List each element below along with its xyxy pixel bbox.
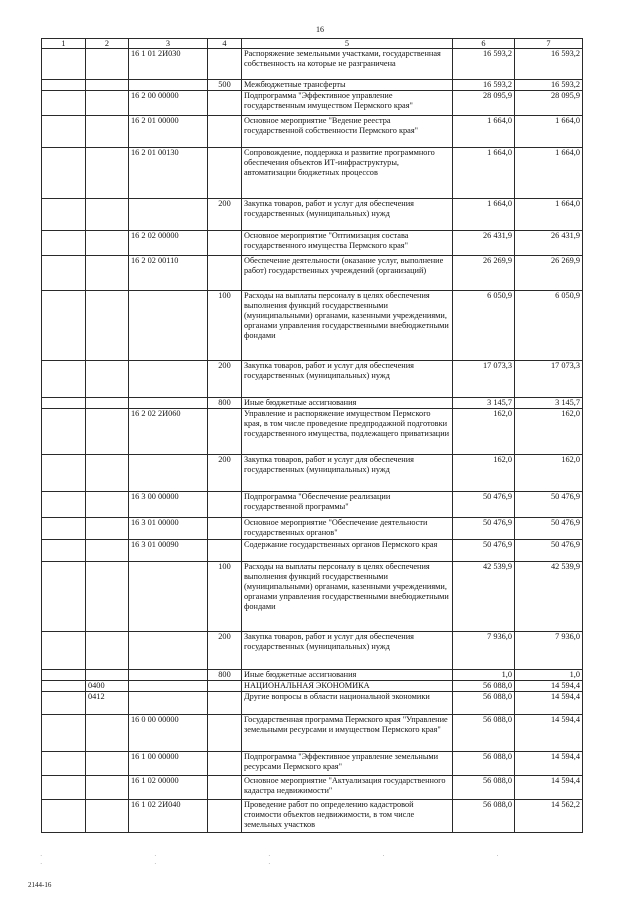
description-cell: Государственная программа Пермского края "Управление земельными ресурсами и имуществом Пермского края" xyxy=(242,715,453,752)
amount-2018-cell: 26 269,9 xyxy=(515,256,583,291)
section-cell xyxy=(42,91,86,116)
table-header xyxy=(42,39,583,49)
amount-2018-cell: 14 594,4 xyxy=(515,681,583,692)
description-cell: Подпрограмма "Эффективное управление земельными ресурсами Пермского края" xyxy=(242,752,453,776)
description-cell: Подпрограмма "Эффективное управление государственным имуществом Пермского края" xyxy=(242,91,453,116)
expense-type-cell xyxy=(208,256,242,291)
description-cell: Обеспечение деятельности (оказание услуг, выполнение работ) государственных учреждений (организаций) xyxy=(242,256,453,291)
section-cell xyxy=(42,518,86,540)
expense-type-cell: 200 xyxy=(208,361,242,398)
amount-2018-cell: 16 593,2 xyxy=(515,80,583,91)
amount-2017-cell: 1 664,0 xyxy=(453,116,515,148)
expense-type-cell xyxy=(208,409,242,455)
amount-2017-cell: 28 095,9 xyxy=(453,91,515,116)
description-cell: Межбюджетные трансферты xyxy=(242,80,453,91)
table-row xyxy=(42,91,583,116)
expense-type-cell xyxy=(208,518,242,540)
section-cell xyxy=(42,199,86,231)
column-number: 2 xyxy=(86,39,129,49)
amount-2017-cell: 56 088,0 xyxy=(453,692,515,715)
amount-2018-cell: 3 145,7 xyxy=(515,398,583,409)
subsection-cell xyxy=(86,116,129,148)
amount-2017-cell: 1,0 xyxy=(453,670,515,681)
amount-2018-cell: 14 562,2 xyxy=(515,800,583,833)
expense-type-cell: 100 xyxy=(208,291,242,361)
expense-type-cell xyxy=(208,681,242,692)
target-article-cell: 16 2 01 00130 xyxy=(129,148,208,199)
table-row xyxy=(42,776,583,800)
description-cell: Расходы на выплаты персоналу в целях обеспечения выполнения функций государственными (муниципальными) органами, казенными учреждениями, органами управления государственными внебюджетными фондами xyxy=(242,562,453,632)
subsection-cell xyxy=(86,91,129,116)
target-article-cell xyxy=(129,199,208,231)
section-cell xyxy=(42,361,86,398)
table-row xyxy=(42,291,583,361)
amount-2018-cell: 1 664,0 xyxy=(515,148,583,199)
subsection-cell xyxy=(86,715,129,752)
description-cell: Закупка товаров, работ и услуг для обеспечения государственных (муниципальных) нужд xyxy=(242,361,453,398)
table-row xyxy=(42,398,583,409)
table-row xyxy=(42,540,583,562)
amount-2018-cell: 14 594,4 xyxy=(515,776,583,800)
amount-2018-cell: 42 539,9 xyxy=(515,562,583,632)
amount-2018-cell: 6 050,9 xyxy=(515,291,583,361)
amount-2017-cell: 7 936,0 xyxy=(453,632,515,670)
section-cell xyxy=(42,398,86,409)
section-cell xyxy=(42,116,86,148)
table-row xyxy=(42,562,583,632)
section-cell xyxy=(42,231,86,256)
subsection-cell xyxy=(86,518,129,540)
amount-2017-cell: 50 476,9 xyxy=(453,492,515,518)
subsection-cell xyxy=(86,800,129,833)
subsection-cell xyxy=(86,199,129,231)
target-article-cell: 16 2 02 00000 xyxy=(129,231,208,256)
subsection-cell xyxy=(86,361,129,398)
description-cell: Основное мероприятие "Актуализация государственного кадастра недвижимости" xyxy=(242,776,453,800)
amount-2017-cell: 162,0 xyxy=(453,409,515,455)
expense-type-cell xyxy=(208,776,242,800)
expense-type-cell xyxy=(208,49,242,80)
amount-2018-cell: 14 594,4 xyxy=(515,752,583,776)
target-article-cell xyxy=(129,291,208,361)
section-cell xyxy=(42,800,86,833)
description-cell: НАЦИОНАЛЬНАЯ ЭКОНОМИКА xyxy=(242,681,453,692)
target-article-cell xyxy=(129,455,208,492)
description-cell: Другие вопросы в области национальной экономики xyxy=(242,692,453,715)
description-cell: Иные бюджетные ассигнования xyxy=(242,670,453,681)
amount-2017-cell: 50 476,9 xyxy=(453,518,515,540)
amount-2017-cell: 50 476,9 xyxy=(453,540,515,562)
section-cell xyxy=(42,492,86,518)
amount-2017-cell: 1 664,0 xyxy=(453,199,515,231)
table-row xyxy=(42,455,583,492)
amount-2017-cell: 17 073,3 xyxy=(453,361,515,398)
table-row xyxy=(42,715,583,752)
expense-type-cell xyxy=(208,148,242,199)
table-row xyxy=(42,361,583,398)
description-cell: Управление и распоряжение имуществом Пермского края, в том числе проведение предпродажной подготовки государственного имущества, подлежащего приватизации xyxy=(242,409,453,455)
expense-type-cell: 200 xyxy=(208,199,242,231)
scan-specks: · · · · · · · · xyxy=(40,852,554,868)
subsection-cell xyxy=(86,492,129,518)
amount-2017-cell: 26 269,9 xyxy=(453,256,515,291)
expense-type-cell xyxy=(208,116,242,148)
amount-2018-cell: 1 664,0 xyxy=(515,199,583,231)
table-row xyxy=(42,670,583,681)
amount-2017-cell: 6 050,9 xyxy=(453,291,515,361)
expense-type-cell xyxy=(208,540,242,562)
target-article-cell: 16 2 00 00000 xyxy=(129,91,208,116)
amount-2018-cell: 17 073,3 xyxy=(515,361,583,398)
section-cell xyxy=(42,692,86,715)
target-article-cell: 16 2 02 2И060 xyxy=(129,409,208,455)
section-cell xyxy=(42,562,86,632)
expense-type-cell xyxy=(208,91,242,116)
amount-2018-cell: 26 431,9 xyxy=(515,231,583,256)
subsection-cell: 0400 xyxy=(86,681,129,692)
budget-table xyxy=(41,38,583,833)
subsection-cell xyxy=(86,49,129,80)
amount-2018-cell: 1 664,0 xyxy=(515,116,583,148)
description-cell: Подпрограмма "Обеспечение реализации государственной программы" xyxy=(242,492,453,518)
expense-type-cell: 200 xyxy=(208,632,242,670)
table-row xyxy=(42,49,583,80)
amount-2018-cell: 162,0 xyxy=(515,455,583,492)
target-article-cell: 16 1 02 00000 xyxy=(129,776,208,800)
section-cell xyxy=(42,256,86,291)
column-number: 4 xyxy=(208,39,242,49)
subsection-cell xyxy=(86,256,129,291)
amount-2018-cell: 50 476,9 xyxy=(515,540,583,562)
column-number: 1 xyxy=(42,39,86,49)
column-number-row xyxy=(42,39,583,49)
target-article-cell: 16 1 00 00000 xyxy=(129,752,208,776)
target-article-cell xyxy=(129,398,208,409)
target-article-cell xyxy=(129,632,208,670)
amount-2018-cell: 50 476,9 xyxy=(515,492,583,518)
amount-2017-cell: 16 593,2 xyxy=(453,80,515,91)
description-cell: Расходы на выплаты персоналу в целях обеспечения выполнения функций государственными (муниципальными) органами, казенными учреждениями, органами управления государственными внебюджетными фондами xyxy=(242,291,453,361)
amount-2018-cell: 50 476,9 xyxy=(515,518,583,540)
table-row xyxy=(42,80,583,91)
amount-2017-cell: 56 088,0 xyxy=(453,776,515,800)
subsection-cell xyxy=(86,562,129,632)
column-number: 7 xyxy=(515,39,583,49)
subsection-cell xyxy=(86,632,129,670)
description-cell: Проведение работ по определению кадастровой стоимости объектов недвижимости, в том числе земельных участков xyxy=(242,800,453,833)
column-number: 3 xyxy=(129,39,208,49)
amount-2017-cell: 42 539,9 xyxy=(453,562,515,632)
target-article-cell: 16 0 00 00000 xyxy=(129,715,208,752)
section-cell xyxy=(42,776,86,800)
expense-type-cell xyxy=(208,800,242,833)
subsection-cell xyxy=(86,752,129,776)
target-article-cell: 16 2 01 00000 xyxy=(129,116,208,148)
section-cell xyxy=(42,409,86,455)
subsection-cell xyxy=(86,540,129,562)
section-cell xyxy=(42,80,86,91)
table-row xyxy=(42,752,583,776)
subsection-cell xyxy=(86,455,129,492)
expense-type-cell xyxy=(208,752,242,776)
target-article-cell xyxy=(129,670,208,681)
table-body xyxy=(42,49,583,833)
table-row xyxy=(42,256,583,291)
expense-type-cell xyxy=(208,492,242,518)
table-row xyxy=(42,692,583,715)
amount-2018-cell: 1,0 xyxy=(515,670,583,681)
table-row xyxy=(42,492,583,518)
subsection-cell xyxy=(86,398,129,409)
expense-type-cell: 200 xyxy=(208,455,242,492)
document-code: 2144-16 xyxy=(28,881,52,889)
target-article-cell: 16 3 01 00000 xyxy=(129,518,208,540)
table-row xyxy=(42,681,583,692)
description-cell: Основное мероприятие "Обеспечение деятельности государственных органов" xyxy=(242,518,453,540)
table-row xyxy=(42,148,583,199)
section-cell xyxy=(42,455,86,492)
amount-2017-cell: 26 431,9 xyxy=(453,231,515,256)
description-cell: Закупка товаров, работ и услуг для обеспечения государственных (муниципальных) нужд xyxy=(242,632,453,670)
target-article-cell: 16 3 00 00000 xyxy=(129,492,208,518)
page-number: 16 xyxy=(316,25,324,34)
expense-type-cell: 800 xyxy=(208,670,242,681)
table-row xyxy=(42,409,583,455)
description-cell: Основное мероприятие "Оптимизация состава государственного имущества Пермского края" xyxy=(242,231,453,256)
target-article-cell xyxy=(129,562,208,632)
amount-2017-cell: 3 145,7 xyxy=(453,398,515,409)
section-cell xyxy=(42,540,86,562)
description-cell: Сопровождение, поддержка и развитие программного обеспечения объектов ИТ-инфраструктуры, автоматизации бюджетных процессов xyxy=(242,148,453,199)
section-cell xyxy=(42,291,86,361)
amount-2017-cell: 1 664,0 xyxy=(453,148,515,199)
section-cell xyxy=(42,632,86,670)
expense-type-cell: 100 xyxy=(208,562,242,632)
section-cell xyxy=(42,670,86,681)
column-number: 6 xyxy=(453,39,515,49)
expense-type-cell xyxy=(208,231,242,256)
table-row xyxy=(42,518,583,540)
table-row xyxy=(42,632,583,670)
section-cell xyxy=(42,148,86,199)
description-cell: Содержание государственных органов Пермского края xyxy=(242,540,453,562)
amount-2017-cell: 162,0 xyxy=(453,455,515,492)
expense-type-cell xyxy=(208,715,242,752)
amount-2017-cell: 56 088,0 xyxy=(453,681,515,692)
subsection-cell xyxy=(86,409,129,455)
column-number: 5 xyxy=(242,39,453,49)
target-article-cell: 16 1 01 2И030 xyxy=(129,49,208,80)
expense-type-cell: 500 xyxy=(208,80,242,91)
description-cell: Иные бюджетные ассигнования xyxy=(242,398,453,409)
subsection-cell: 0412 xyxy=(86,692,129,715)
amount-2017-cell: 56 088,0 xyxy=(453,715,515,752)
section-cell xyxy=(42,752,86,776)
amount-2017-cell: 16 593,2 xyxy=(453,49,515,80)
target-article-cell xyxy=(129,361,208,398)
amount-2018-cell: 16 593,2 xyxy=(515,49,583,80)
amount-2017-cell: 56 088,0 xyxy=(453,752,515,776)
amount-2018-cell: 28 095,9 xyxy=(515,91,583,116)
expense-type-cell xyxy=(208,692,242,715)
subsection-cell xyxy=(86,80,129,91)
subsection-cell xyxy=(86,776,129,800)
subsection-cell xyxy=(86,291,129,361)
section-cell xyxy=(42,715,86,752)
description-cell: Основное мероприятие "Ведение реестра государственной собственности Пермского края" xyxy=(242,116,453,148)
subsection-cell xyxy=(86,148,129,199)
amount-2018-cell: 162,0 xyxy=(515,409,583,455)
target-article-cell: 16 1 02 2И040 xyxy=(129,800,208,833)
table-row xyxy=(42,116,583,148)
target-article-cell xyxy=(129,692,208,715)
target-article-cell xyxy=(129,681,208,692)
amount-2017-cell: 56 088,0 xyxy=(453,800,515,833)
amount-2018-cell: 14 594,4 xyxy=(515,715,583,752)
description-cell: Закупка товаров, работ и услуг для обеспечения государственных (муниципальных) нужд xyxy=(242,199,453,231)
table-row xyxy=(42,800,583,833)
expense-type-cell: 800 xyxy=(208,398,242,409)
target-article-cell: 16 3 01 00090 xyxy=(129,540,208,562)
subsection-cell xyxy=(86,231,129,256)
section-cell xyxy=(42,681,86,692)
target-article-cell xyxy=(129,80,208,91)
description-cell: Распоряжение земельными участками, государственная собственность на которые не разграничена xyxy=(242,49,453,80)
table-row xyxy=(42,231,583,256)
description-cell: Закупка товаров, работ и услуг для обеспечения государственных (муниципальных) нужд xyxy=(242,455,453,492)
target-article-cell: 16 2 02 00110 xyxy=(129,256,208,291)
amount-2018-cell: 14 594,4 xyxy=(515,692,583,715)
section-cell xyxy=(42,49,86,80)
amount-2018-cell: 7 936,0 xyxy=(515,632,583,670)
table-row xyxy=(42,199,583,231)
subsection-cell xyxy=(86,670,129,681)
